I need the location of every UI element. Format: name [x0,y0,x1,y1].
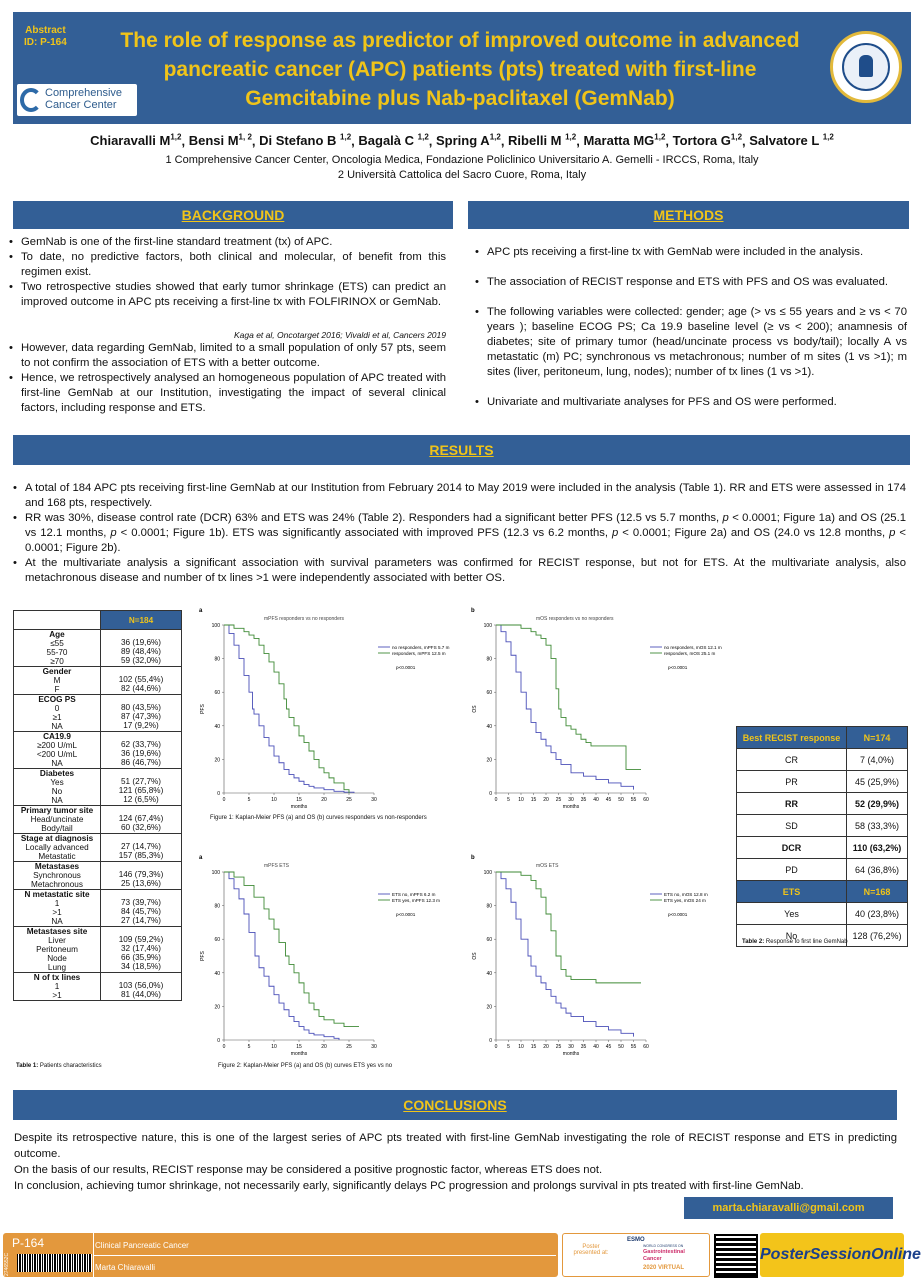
table-row [14,834,182,862]
table-cell-label: >1 [52,908,62,917]
x-axis-label: months [562,1051,580,1057]
table-cell-label: ≥1 [52,713,62,722]
p-value: p<0.0001 [396,665,416,670]
table-group-label: Age [49,630,65,639]
y-tick-label: 80 [486,656,492,663]
table-cell-value: 86 (46,7%) [120,758,162,767]
table-cell-value: 66 (35,9%) [120,953,162,962]
table-cell-label: Lung [47,963,67,972]
logo-line1: Comprehensive [45,87,123,99]
results-list [13,481,906,586]
table-cell-label: Best RECIST response [737,727,847,749]
y-tick-label: 100 [483,623,492,629]
comprehensive-cancer-center-logo [17,84,137,116]
author-name: Ribelli M $^{1,2}$ [508,133,577,149]
author-name: Di Stefano B $^{1,2}$ [259,133,352,149]
table-cell-label: >1 [52,991,62,1000]
x-tick-label: 10 [518,1044,524,1050]
x-tick-label: 25 [346,1044,352,1050]
y-tick-label: 20 [214,757,220,764]
y-axis-label: PFS [200,704,206,714]
x-tick-label: 0 [494,1044,498,1050]
table-cell-label: No [737,925,847,947]
p-value: p<0.0001 [668,665,688,670]
table-cell-label: NA [51,796,63,805]
x-axis-label: months [290,1051,308,1057]
x-tick-label: 30 [371,797,377,803]
table-cell-label: ETS [737,881,847,903]
table-cell-value: 109 (59,2%) [118,935,164,944]
table-cell-value: 84 (45,7%) [120,907,162,916]
km-curve [224,625,349,793]
table-cell-value: 60 (32,6%) [120,823,162,832]
affiliation-2: 2 Università Cattolica del Sacro Cuore, Roma, Italy [337,169,587,181]
table-row [14,927,182,973]
y-axis-label: PFS [200,951,206,961]
table-cell-label: No [51,787,63,796]
table-row [14,890,182,927]
results-heading: RESULTS [13,435,910,465]
table-cell-value: 40 (23,8%) [847,903,908,925]
p-value: p<0.0001 [396,912,416,917]
conclusions-heading: CONCLUSIONS [13,1090,897,1120]
x-axis-label: months [562,804,580,810]
chart-pfs-responders [196,603,461,813]
table-row [14,769,182,806]
x-tick-label: 50 [618,1044,624,1050]
y-tick-label: 0 [489,1038,492,1044]
x-tick-label: 0 [494,797,498,803]
y-tick-label: 0 [489,791,492,797]
x-tick-label: 30 [371,1044,377,1050]
x-tick-label: 35 [580,1044,587,1050]
chart-os-responders [468,603,733,813]
table2-caption: Table 2: Response to first line GemNab [742,939,848,945]
abstract-number: ID: P-164 [24,37,67,48]
table-cell-value: 52 (29,9%) [847,793,908,815]
table-cell-value: 34 (18,5%) [120,962,162,971]
table-row [737,749,908,771]
table-cell-label: PD [737,859,847,881]
x-tick-label: 20 [543,797,549,803]
table-cell-value: 124 (67,4%) [118,814,164,823]
y-tick-label: 80 [214,903,220,910]
table-cell-value: N=168 [847,881,908,903]
table-cell-value: 146 (79,3%) [118,870,164,879]
table-group-label: Gender [42,667,72,676]
legend-entry: ETS no, mPFS 6.2 m [392,892,436,897]
table-group-label: Metastases [34,862,80,871]
legend-entry: ETS yes, mOS 24 m [664,898,706,903]
conclusions-text [14,1130,897,1194]
table-row [14,732,182,769]
table-cell-value: 102 (55,4%) [118,675,164,684]
x-tick-label: 5 [247,797,251,803]
table-cell-label: Body/tail [41,824,73,833]
x-tick-label: 10 [271,797,277,803]
table-cell-label: Yes [50,778,64,787]
table-group-label: Metastases site [26,927,88,936]
legend-entry: responders, mOS 25.1 m [664,651,716,656]
logo-mark-icon [20,88,42,112]
footer-presenter: Marta Chiaravalli [95,1263,156,1272]
y-tick-label: 40 [214,970,220,977]
panel-letter: b [471,608,475,614]
y-tick-label: 100 [211,623,220,629]
table-cell-label: NA [51,722,63,731]
table-cell-label: <200 U/mL [36,750,78,759]
table-cell-value: 80 (43,5%) [120,703,162,712]
table-cell-value: 45 (25,9%) [847,771,908,793]
y-tick-label: 40 [214,723,220,730]
km-curve [496,872,641,983]
table-cell-value: 103 (56,0%) [118,981,164,990]
x-tick-label: 55 [630,797,637,803]
table-cell-value: N=174 [847,727,908,749]
table-cell-label: CR [737,749,847,771]
table-header-n: N=184 [101,611,182,630]
y-tick-label: 0 [217,791,220,797]
footer-side-code: 2746552C [4,1252,10,1276]
university-seal-logo [830,31,902,103]
table-row [737,837,908,859]
y-axis-label: OS [472,952,478,960]
poster-title: The role of response as predictor of improved outcome in advanced pancreatic cancer (APC) patients (pts) treated with first-line Gemcitabine plus Nab-paclitaxel (GemNab) [120,29,800,110]
list-item: • Two retrospective studies showed that early tumor shrinkage (ETS) can predict an improved outcome in APC pts receiving a first-line tx with FOLFIRINOX or GemNab. [9,280,446,310]
table-cell-value: 82 (44,6%) [120,684,162,693]
table-cell-label: ≤55 [50,639,64,648]
table-cell-value: 58 (33,3%) [847,815,908,837]
table-group-label: Stage at diagnosis [20,834,94,843]
x-tick-label: 25 [346,797,352,803]
table-cell-label: Peritoneum [36,945,78,954]
figure1-caption: Figure 1: Kaplan-Meier PFS (a) and OS (b) curves responders vs non-responders [210,815,427,821]
y-tick-label: 20 [486,1004,492,1011]
table-row [14,630,182,667]
author-name: Salvatore L $^{1,2}$ [749,133,834,149]
table-group-label: Primary tumor site [20,806,94,815]
table-group-label: Diabetes [39,769,75,778]
table-cell-value: 25 (13,6%) [120,879,162,888]
x-tick-label: 25 [555,1044,562,1050]
author-name: Bensi M$^{1, 2}$ [188,133,252,149]
x-axis-label: months [290,804,308,810]
table-row [737,793,908,815]
table-cell-value: 73 (39,7%) [120,898,162,907]
contact-email[interactable]: marta.chiaravalli@gmail.com [684,1197,893,1219]
x-tick-label: 30 [568,1044,574,1050]
table-header-row [14,611,182,630]
response-table [736,726,908,947]
y-tick-label: 40 [486,723,492,730]
table-cell-label: 55-70 [46,648,68,657]
table-cell-value: 27 (14,7%) [120,916,162,925]
list-item: • However, data regarding GemNab, limited to a small population of only 57 pts, seem to not confirm the association of ETS with a better outcome. [9,341,446,371]
table-cell-label: Synchronous [33,871,81,880]
table-cell-value: 51 (27,7%) [120,777,162,786]
table-cell-label: RR [737,793,847,815]
conclusion-p3: In conclusion, achieving tumor shrinkage, not necessarily early, significantly delays PC progression and prolongs survival in pts treated with first-line GemNab. [14,1180,804,1192]
y-tick-label: 60 [214,937,220,944]
chart-os-ets [468,850,733,1060]
table-cell-value: 110 (63,2%) [847,837,908,859]
table-cell-value: 81 (44,0%) [120,990,162,999]
table-group-label: CA19.9 [43,732,71,741]
list-item: • GemNab is one of the first-line standard treatment (tx) of APC. [9,235,446,250]
affiliation-1: 1 Comprehensive Cancer Center, Oncologia Medica, Fondazione Policlinico Universitario A. Gemelli - IRCCS, Roma, Italy [165,154,759,166]
x-tick-label: 40 [593,1044,599,1050]
poster-number: P-164 [12,1236,45,1250]
table-cell-value: 121 (65,8%) [118,786,164,795]
author-name: Bagalà C $^{1,2}$ [358,133,429,149]
chart-title: mOS ETS [536,863,559,869]
table-cell-value: 27 (14,7%) [120,842,162,851]
table-cell-label: Liver [48,936,66,945]
y-tick-label: 0 [217,1038,220,1044]
km-curve [496,625,634,790]
citation: Kaga et al, Oncotarget 2016; Vivaldi et al, Cancers 2019 [233,330,446,340]
y-axis-label: OS [472,705,478,713]
table-cell-value: 7 (4,0%) [847,749,908,771]
list-item: • The association of RECIST response and ETS with PFS and OS was evaluated. [475,275,907,290]
y-tick-label: 60 [486,937,492,944]
table-group-label: ECOG PS [38,695,76,704]
barcode-icon [17,1254,92,1272]
table-row [737,859,908,881]
x-tick-label: 60 [643,797,649,803]
figure2-caption: Figure 2: Kaplan-Meier PFS (a) and OS (b) curves ETS yes vs no [218,1063,393,1069]
list-item: • The following variables were collected: gender; age (> vs ≤ 55 years and ≥ vs < 70 years ); baseline ECOG PS; Ca 19.9 baseline level (≥ vs < 200); anamnesis of diabetes; site of primary tumor (head/uncinate process vs body/tail); locally A vs metastatic (m) PC; synchronous vs metachronous; number of m sites (1 vs >1); m sites (liver, peritoneum, lung, nodes); number of tx lines (1 vs >1). [475,305,907,380]
table-cell-label: ≥200 U/mL [37,741,77,750]
table-row [14,973,182,1001]
x-tick-label: 15 [296,797,302,803]
list-item: • APC pts receiving a first-line tx with GemNab were included in the analysis. [475,245,907,260]
conclusion-p2: On the basis of our results, RECIST response may be considered a positive prognostic factor, whereas ETS does not. [14,1164,603,1176]
panel-letter: b [471,855,475,861]
table-cell-value: 64 (36,8%) [847,859,908,881]
table-cell-value: 62 (33,7%) [120,740,162,749]
table-cell-label: DCR [737,837,847,859]
table-cell-value: 87 (47,3%) [120,712,162,721]
x-tick-label: 45 [605,1044,612,1050]
table-row [737,771,908,793]
km-curve [496,625,641,769]
list-item: • Univariate and multivariate analyses for PFS and OS were performed. [475,395,907,410]
table-row [737,881,908,903]
y-tick-label: 80 [214,656,220,663]
list-item: • Hence, we retrospectively analysed an homogeneous population of APC treated with first-line GemNab at our Institution, investigating the impact of several clinical factors, including response and ETS. [9,371,446,416]
table-cell-value: 32 (17,4%) [120,944,162,953]
author-name: Tortora G$^{1,2}$ [672,133,743,149]
footer-track: Clinical Pancreatic Cancer [95,1241,189,1250]
table-cell-label: Locally advanced [25,843,89,852]
km-curve [224,872,339,1040]
legend-entry: responders, mPFS 12.5 m [392,651,446,656]
table-cell-label: Yes [737,903,847,925]
table-cell-label: 1 [54,982,60,991]
table-cell-label: PR [737,771,847,793]
table-group-label: N metastatic site [24,890,90,899]
x-tick-label: 40 [593,797,599,803]
table-cell-label: M [53,676,61,685]
background-list [9,235,446,310]
table-cell-label: Metastatic [38,852,76,861]
background-list-2 [9,341,446,416]
legend-entry: no responders, mPFS 5.7 m [392,645,450,650]
table-cell-value: 128 (76,2%) [847,925,908,947]
methods-heading: METHODS [468,201,909,229]
table-cell-label: F [54,685,60,694]
table-cell-value: 17 (9,2%) [123,721,159,730]
abstract-id [24,25,67,49]
x-tick-label: 15 [530,1044,537,1050]
table-cell-label: Metachronous [31,880,83,889]
qr-code-icon[interactable] [716,1236,756,1276]
x-tick-label: 50 [618,797,624,803]
x-tick-label: 20 [543,1044,549,1050]
y-tick-label: 20 [486,757,492,764]
x-tick-label: 35 [580,797,587,803]
esmo-congress-logo: Poster presented at: ESMO WORLD CONGRESS ON Gastrointestinal Cancer 2020 VIRTUAL [562,1233,710,1277]
x-tick-label: 15 [530,797,537,803]
chart-pfs-ets [196,850,461,1060]
panel-letter: a [199,855,203,861]
methods-list [475,245,907,410]
list-item: • At the multivariate analysis a significant association with survival parameters was confirmed for RECIST response, but not for ETS. At the multivariate analysis, also metachronous disease and number of tx lines >1 were independently associated with better OS. [13,556,906,586]
x-tick-label: 25 [555,797,562,803]
x-tick-label: 20 [321,1044,327,1050]
x-tick-label: 5 [247,1044,251,1050]
table-cell-value: 36 (19,6%) [120,749,162,758]
table-row [14,862,182,890]
table-cell-label: Node [47,954,67,963]
legend-entry: ETS no, mOS 12.8 m [664,892,708,897]
km-curve [224,872,359,1027]
table-row [737,815,908,837]
author-name: Maratta MG$^{1,2}$ [583,133,666,149]
table-cell-value: 36 (19,6%) [120,638,162,647]
x-tick-label: 5 [507,1044,510,1050]
conclusion-p1: Despite its retrospective nature, this is one of the largest series of APC pts treated with first-line GemNab investigating the role of RECIST response and ETS in predicting outcome. [14,1132,897,1160]
table-cell-label: NA [51,917,63,926]
y-tick-label: 80 [486,903,492,910]
x-tick-label: 20 [321,797,327,803]
table-cell-label: 1 [54,899,60,908]
poster-session-online-logo: PosterSessionOnline [760,1233,904,1277]
author-name: Spring A$^{1,2}$ [436,133,501,149]
abstract-label: Abstract [25,25,66,36]
author-list: Chiaravalli M$^{1,2}$, Bensi M$^{1, 2}$, Di Stefano B $^{1,2}$, Bagalà C $^{1,2}$, Spring A$^{1,2}$, Ribelli M $^{1,2}$, Maratta MG$^{1,2}$, Tortora G$^{1,2}$, Salvatore L $^{1,2}$ [90,133,834,149]
y-tick-label: 100 [211,870,220,876]
p-value: p<0.0001 [668,912,688,917]
chart-title: mPFS responders vs no responders [264,616,345,622]
x-tick-label: 55 [630,1044,637,1050]
table-cell-value: 59 (32,0%) [120,656,162,665]
x-tick-label: 10 [518,797,524,803]
table-cell-label: SD [737,815,847,837]
x-tick-label: 0 [222,797,226,803]
x-tick-label: 30 [568,797,574,803]
table-cell-label: Head/uncinate [30,815,84,824]
table-row [737,903,908,925]
x-tick-label: 45 [605,797,612,803]
panel-letter: a [199,608,203,614]
chart-title: mOS responders vs no responders [536,616,614,622]
y-tick-label: 60 [486,690,492,697]
table-cell-label: ≥70 [50,657,64,666]
y-tick-label: 20 [214,1004,220,1011]
table-cell-label: 0 [54,704,60,713]
y-tick-label: 40 [486,970,492,977]
x-tick-label: 5 [507,797,510,803]
background-heading: BACKGROUND [13,201,453,229]
x-tick-label: 10 [271,1044,277,1050]
km-curve [496,872,634,1037]
table-cell-value: 89 (48,4%) [120,647,162,656]
table-cell-value: 157 (85,3%) [118,851,164,860]
table-row [14,667,182,695]
author-name: Chiaravalli M$^{1,2}$ [90,133,182,149]
x-tick-label: 0 [222,1044,226,1050]
list-item: • A total of 184 APC pts receiving first-line GemNab at our Institution from February 2014 to May 2019 were included in the analysis (Table 1). RR and ETS were assessed in 174 and 168 pts, respectively. [13,481,906,511]
list-item: • To date, no predictive factors, both clinical and molecular, of benefit from this regimen exist. [9,250,446,280]
table-row [14,806,182,834]
logo-line2: Cancer Center [45,99,117,111]
table-cell-value: 12 (6,5%) [123,795,159,804]
table1-caption: Table 1: Patients characteristics [16,1063,102,1069]
patients-table [13,610,182,1001]
x-tick-label: 15 [296,1044,302,1050]
x-tick-label: 60 [643,1044,649,1050]
legend-entry: no responders, mOS 12.1 m [664,645,722,650]
y-tick-label: 100 [483,870,492,876]
table-group-label: N of tx lines [33,973,81,982]
table-row [14,695,182,732]
list-item: • RR was 30%, disease control rate (DCR) 63% and ETS was 24% (Table 2). Responders had a significant better PFS (12.5 vs 5.7 months, p < 0.0001; Figure 1a) and OS (25.1 vs 12.1 months, p < 0.0001; Figure 1b). ETS was significantly associated with improved PFS (12.3 vs 6.2 months, p < 0.0001; Figure 2a) and OS (24.0 vs 12.8 months, p < 0.0001; Figure 2b). [13,511,906,556]
table-row [737,727,908,749]
chart-title: mPFS ETS [264,863,290,869]
y-tick-label: 60 [214,690,220,697]
table-cell-label: NA [51,759,63,768]
legend-entry: ETS yes, mPFS 12.3 m [392,898,440,903]
